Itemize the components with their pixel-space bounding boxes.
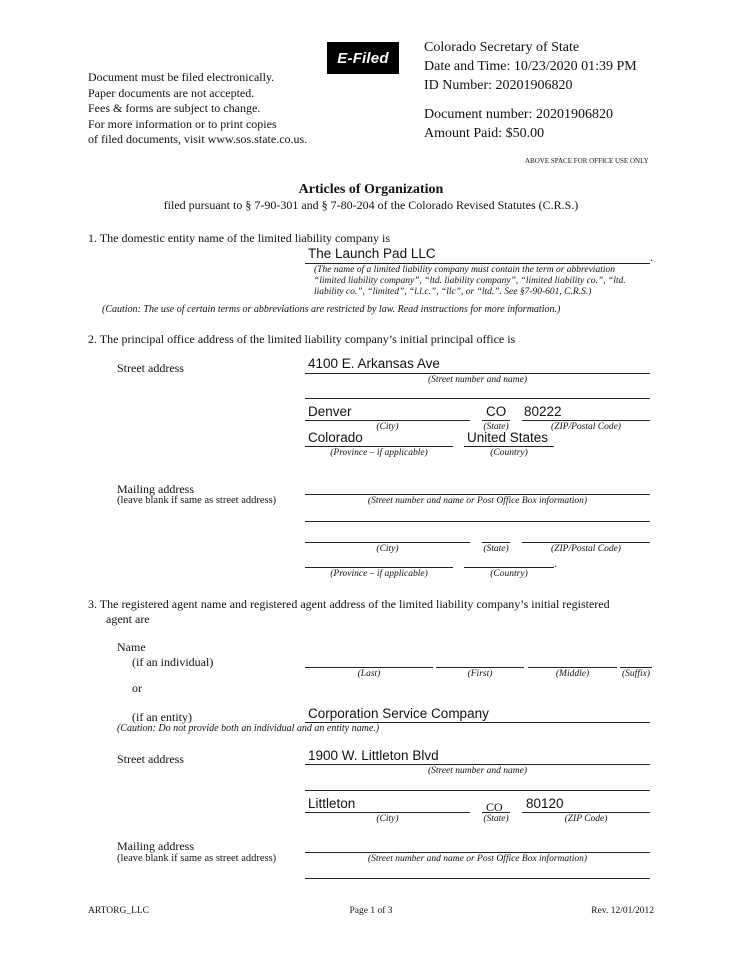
principal-state-value[interactable]: CO <box>486 404 507 419</box>
agent-suffix-hint: (Suffix) <box>622 669 650 679</box>
agent-entity-label: (if an entity) <box>132 710 192 724</box>
agent-suffix-line[interactable] <box>620 667 652 668</box>
agent-last-line[interactable] <box>305 667 433 668</box>
mailing-address-label: Mailing address <box>117 482 194 496</box>
agent-middle-line[interactable] <box>528 667 617 668</box>
agent-name-label: Name <box>117 640 146 654</box>
agent-last-hint: (Last) <box>357 669 381 679</box>
agent-state-line <box>482 812 510 813</box>
note-line: (The name of a limited liability company must contain the term or abbreviation <box>314 265 615 275</box>
mailing-street-hint: (Street number and name or Post Office Box information) <box>367 496 588 506</box>
agent-entity-value[interactable]: Corporation Service Company <box>308 706 489 721</box>
entity-name-note <box>314 265 626 298</box>
instruction-line: Document must be filed electronically. <box>88 70 275 84</box>
agent-city-value[interactable]: Littleton <box>308 796 356 811</box>
agent-state-hint: (State) <box>483 814 509 824</box>
section3-question-cont: agent are <box>106 612 150 626</box>
agent-street-line <box>305 764 650 765</box>
principal-city-line <box>305 420 470 421</box>
instruction-line: For more information or to print copies <box>88 116 277 131</box>
agent-mailing-sublabel: (leave blank if same as street address) <box>117 853 277 864</box>
filing-info-line: Date and Time: 10/23/2020 01:39 PM <box>424 59 637 74</box>
mailing-state-hint: (State) <box>483 544 509 554</box>
e-filed-badge: E-Filed <box>327 42 399 74</box>
mailing-state-line[interactable] <box>482 542 510 543</box>
mailing-city-line[interactable] <box>305 542 470 543</box>
agent-street-label: Street address <box>117 752 184 766</box>
agent-zip-line <box>522 812 650 813</box>
mailing-province-hint: (Province – if applicable) <box>330 569 428 579</box>
principal-country-hint: (Country) <box>490 448 528 458</box>
instruction-line: Fees & forms are subject to change. <box>88 101 261 115</box>
principal-province-value[interactable]: Colorado <box>308 430 363 445</box>
principal-state-hint: (State) <box>483 422 509 432</box>
filing-info-line: ID Number: 20201906820 <box>424 78 573 93</box>
instruction-line: of filed documents, visit www.sos.state.co.us. <box>88 132 308 146</box>
mailing-street-line[interactable] <box>305 494 650 495</box>
agent-street-hint: (Street number and name) <box>427 766 528 776</box>
principal-province-hint: (Province – if applicable) <box>330 448 428 458</box>
mailing-address-sublabel: (leave blank if same as street address) <box>117 495 277 506</box>
agent-mailing-line-2[interactable] <box>305 878 650 879</box>
agent-city-line <box>305 812 470 813</box>
filing-info-line: Colorado Secretary of State <box>424 40 580 55</box>
agent-zip-hint: (ZIP Code) <box>564 814 608 824</box>
entity-name-value[interactable]: The Launch Pad LLC <box>308 246 436 261</box>
form-code: ARTORG_LLC <box>88 906 150 916</box>
document-number: Document number: 20201906820 <box>424 107 613 122</box>
principal-street-line <box>305 373 650 374</box>
revision-date: Rev. 12/01/2012 <box>591 906 654 916</box>
principal-province-line <box>305 446 453 447</box>
agent-mailing-line[interactable] <box>305 852 650 853</box>
principal-street-value[interactable]: 4100 E. Arkansas Ave <box>308 356 440 371</box>
principal-zip-value[interactable]: 80222 <box>524 404 562 419</box>
page-title: Articles of Organization <box>298 182 444 197</box>
section1-caution: (Caution: The use of certain terms or abbreviations are restricted by law. Read instructions for more information.) <box>102 304 561 315</box>
note-line: “limited liability company”, “ltd. liability company”, “limited liability co.”, “ltd. <box>314 276 626 286</box>
street-address-label: Street address <box>117 361 184 375</box>
principal-zip-hint: (ZIP/Postal Code) <box>551 422 621 432</box>
section2-question: 2. The principal office address of the limited liability company’s initial principal office is <box>88 332 516 346</box>
agent-state-value: CO <box>486 800 503 814</box>
principal-street-hint: (Street number and name) <box>427 375 528 385</box>
agent-zip-value[interactable]: 80120 <box>526 796 564 811</box>
amount-paid: Amount Paid: $50.00 <box>424 126 545 141</box>
mailing-street-line-2[interactable] <box>305 521 650 522</box>
mailing-province-line[interactable] <box>305 567 453 568</box>
agent-first-hint: (First) <box>467 669 493 679</box>
principal-state-line <box>482 420 510 421</box>
principal-city-hint: (City) <box>376 422 399 432</box>
agent-street-value[interactable]: 1900 W. Littleton Blvd <box>308 748 439 763</box>
principal-country-value[interactable]: United States <box>467 430 549 445</box>
note-line: liability co.”, “limited”, “l.l.c.”, “llc”, or “ltd.”. See §7-90-601, C.R.S.) <box>314 287 592 297</box>
mailing-city-hint: (City) <box>376 544 399 554</box>
instruction-line: Paper documents are not accepted. <box>88 85 255 100</box>
mailing-zip-line[interactable] <box>522 542 650 543</box>
filing-info <box>424 38 637 143</box>
agent-individual-label: (if an individual) <box>132 655 214 669</box>
section3-caution: (Caution: Do not provide both an individual and an entity name.) <box>117 723 380 734</box>
agent-first-line[interactable] <box>436 667 524 668</box>
office-use-note: ABOVE SPACE FOR OFFICE USE ONLY <box>525 157 649 165</box>
page-number: Page 1 of 3 <box>349 906 393 916</box>
principal-street-line-2 <box>305 398 650 399</box>
agent-or-label: or <box>132 681 142 695</box>
principal-country-line <box>464 446 554 447</box>
principal-city-value[interactable]: Denver <box>308 404 352 419</box>
entity-name-line <box>305 263 650 264</box>
filing-instructions <box>88 70 307 148</box>
mailing-country-line[interactable] <box>464 567 554 568</box>
agent-mailing-label: Mailing address <box>117 839 194 853</box>
section3-question: 3. The registered agent name and registered agent address of the limited liability company’s initial registered <box>88 597 610 611</box>
entity-name-period: . <box>650 250 653 264</box>
agent-city-hint: (City) <box>376 814 399 824</box>
section1-question: 1. The domestic entity name of the limited liability company is <box>88 231 391 245</box>
agent-street-line-2 <box>305 790 650 791</box>
mailing-zip-hint: (ZIP/Postal Code) <box>551 544 621 554</box>
agent-middle-hint: (Middle) <box>555 669 590 679</box>
mailing-country-hint: (Country) <box>490 569 528 579</box>
mailing-country-period: . <box>554 556 557 570</box>
page-subtitle: filed pursuant to § 7-90-301 and § 7-80-204 of the Colorado Revised Statutes (C.R.S.) <box>163 198 579 212</box>
agent-mailing-hint: (Street number and name or Post Office Box information) <box>367 854 588 864</box>
principal-zip-line <box>522 420 650 421</box>
